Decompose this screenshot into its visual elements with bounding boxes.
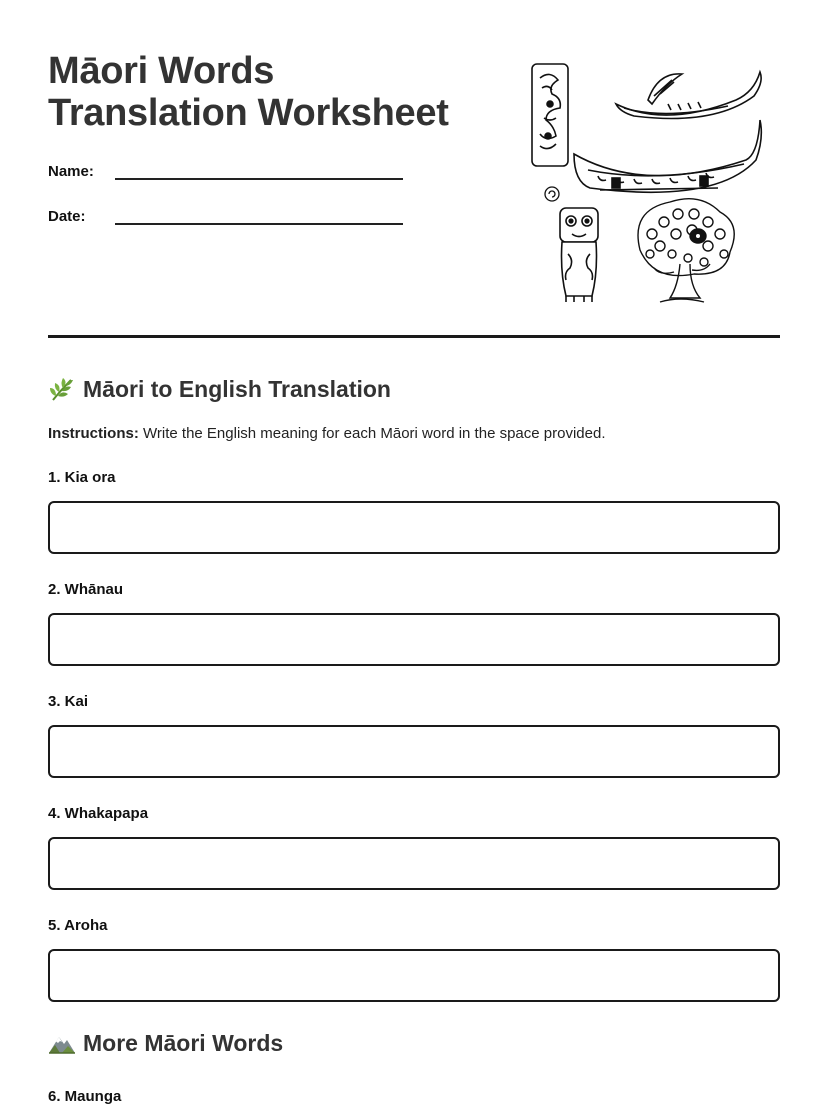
name-field[interactable] <box>115 158 403 180</box>
answer-box[interactable] <box>48 725 780 778</box>
more-words-section <box>48 1028 780 1118</box>
tree-icon <box>638 199 734 302</box>
date-label: Date: <box>48 208 86 225</box>
question-2 <box>48 581 780 666</box>
mountain-emoji-icon <box>48 1029 76 1057</box>
instructions <box>48 425 780 442</box>
section-title-more-words-text: More Māori Words <box>83 1029 284 1056</box>
koru-spiral-icon <box>545 187 559 201</box>
herb-emoji-icon <box>48 375 76 403</box>
answer-box[interactable] <box>48 837 780 890</box>
question-label: 3. Kai <box>48 693 89 710</box>
small-canoe-icon <box>616 72 761 119</box>
question-3 <box>48 693 780 778</box>
question-label: 4. Whakapapa <box>48 805 149 822</box>
section-title-more-words <box>48 1028 780 1058</box>
date-field[interactable] <box>115 203 403 225</box>
question-label: 2. Whānau <box>48 581 124 598</box>
section-title-translation <box>48 374 780 404</box>
title-line-2: Translation Worksheet <box>48 92 449 134</box>
question-label: 5. Aroha <box>48 917 108 934</box>
question-1 <box>48 469 780 554</box>
worksheet-title <box>48 50 449 134</box>
question-6 <box>48 1088 780 1118</box>
instructions-label: Instructions: <box>48 425 139 442</box>
maori-illustration <box>528 58 768 308</box>
section-title-translation-text: Māori to English Translation <box>83 375 391 402</box>
name-label: Name: <box>48 163 94 180</box>
answer-box[interactable] <box>48 613 780 666</box>
title-line-1: Māori Words <box>48 50 275 92</box>
question-4 <box>48 805 780 890</box>
question-label: 1. Kia ora <box>48 469 116 486</box>
instructions-text: Write the English meaning for each Māori word in the space provided. <box>143 425 606 442</box>
name-field-row <box>48 158 403 180</box>
carved-pou-icon <box>532 64 568 166</box>
answer-box[interactable] <box>48 949 780 1002</box>
header-divider <box>48 335 780 338</box>
answer-box[interactable] <box>48 501 780 554</box>
question-label: 6. Maunga <box>48 1088 122 1105</box>
worksheet-header <box>48 0 780 338</box>
translation-section <box>48 374 780 1002</box>
large-canoe-icon <box>574 120 761 192</box>
date-field-row <box>48 203 403 225</box>
tiki-figure-icon <box>560 208 598 302</box>
question-5 <box>48 917 780 1002</box>
